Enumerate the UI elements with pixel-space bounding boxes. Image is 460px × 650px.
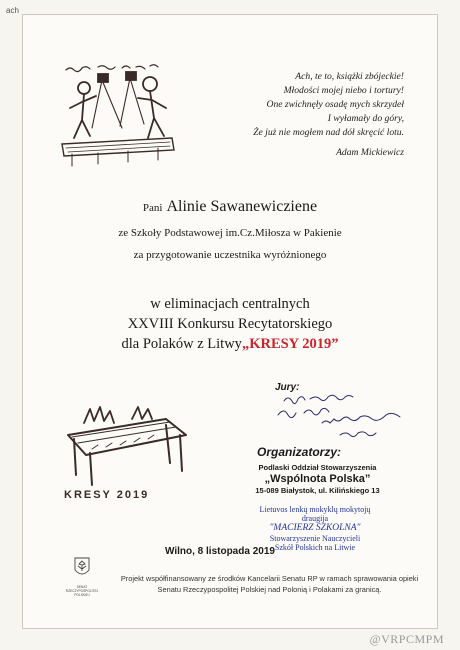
organizer-line-3: 15-089 Białystok, ul. Kilińskiego 13 bbox=[255, 486, 380, 495]
place-date: Wilno, 8 listopada 2019 bbox=[165, 546, 275, 557]
senate-logo bbox=[64, 556, 100, 597]
jury-signatures bbox=[262, 393, 412, 453]
contest-logo-sketch bbox=[58, 58, 178, 173]
poem-line: I wyłamały do góry, bbox=[327, 113, 404, 124]
recipient-line bbox=[0, 198, 460, 216]
contest-line-3 bbox=[0, 334, 460, 354]
eagle-emblem-icon bbox=[72, 556, 92, 580]
poem-author: Adam Mickiewicz bbox=[336, 147, 404, 158]
recipient-name: Alinie Sawanewicziene bbox=[166, 198, 318, 215]
funding-footnote: Projekt współfinansowany ze środków Kancelarii Senatu RP w ramach sprawowania opieki Senatu Rzeczypospolitej Polskiej nad Polonią i Polakami za granicą. bbox=[120, 574, 419, 594]
table-sketch bbox=[62, 405, 192, 510]
watermark: @VRPCMPM bbox=[369, 632, 444, 646]
reason-line: za przygotowanie uczestnika wyróżnionego bbox=[133, 249, 327, 261]
poem-line: Młodości mojej niebo i tortury! bbox=[283, 85, 404, 96]
contest-line-2: XXVIII Konkursu Recytatorskiego bbox=[127, 316, 333, 332]
school-line: ze Szkoły Podstawowej im.Cz.Miłosza w Pakienie bbox=[118, 227, 342, 239]
organizers-label: Organizatorzy: bbox=[257, 445, 342, 459]
jury-label: Jury: bbox=[275, 382, 300, 393]
corner-mark: ach bbox=[6, 6, 19, 15]
poem-quote bbox=[253, 70, 404, 160]
stamp-line-2: draugija bbox=[301, 514, 329, 523]
macierz-szkolna-stamp bbox=[235, 505, 395, 552]
stamp-line-3: "MACIERZ SZKOLNA" bbox=[269, 523, 361, 533]
senate-caption-1: SENAT bbox=[76, 585, 88, 589]
contest-name: „KRESY 2019” bbox=[241, 336, 339, 352]
stamp-line-5: Szkół Polskich na Litwie bbox=[274, 543, 356, 552]
senate-caption-2: RZECZYPOSPOLITEJ bbox=[65, 589, 99, 593]
poem-line: Że już nie mogłem nad dół skręcić lotu. bbox=[253, 127, 404, 138]
organizer-wspolnota bbox=[210, 463, 425, 495]
contest-block bbox=[0, 294, 460, 354]
senate-caption-3: POLSKIEJ bbox=[74, 593, 90, 597]
stamp-line-4: Stowarzyszenie Nauczycieli bbox=[269, 534, 361, 543]
poem-line: Ach, te to, książki zbójeckie! bbox=[295, 71, 404, 82]
recipient-title: Pani bbox=[142, 202, 163, 214]
contest-line-1: w eliminacjach centralnych bbox=[150, 296, 310, 312]
contest-line-3-text: dla Polaków z Litwy bbox=[121, 336, 242, 352]
organizer-line-2: „Wspólnota Polska” bbox=[264, 473, 371, 485]
organizer-line-1: Podlaski Oddział Stowarzyszenia bbox=[258, 463, 377, 472]
sketch-caption: KRESY 2019 bbox=[64, 489, 150, 501]
poem-line: One zwichnęły osadę mych skrzydeł bbox=[266, 99, 404, 110]
stamp-line-1: Lietuvos lenkų mokyklų mokytojų bbox=[259, 505, 371, 514]
